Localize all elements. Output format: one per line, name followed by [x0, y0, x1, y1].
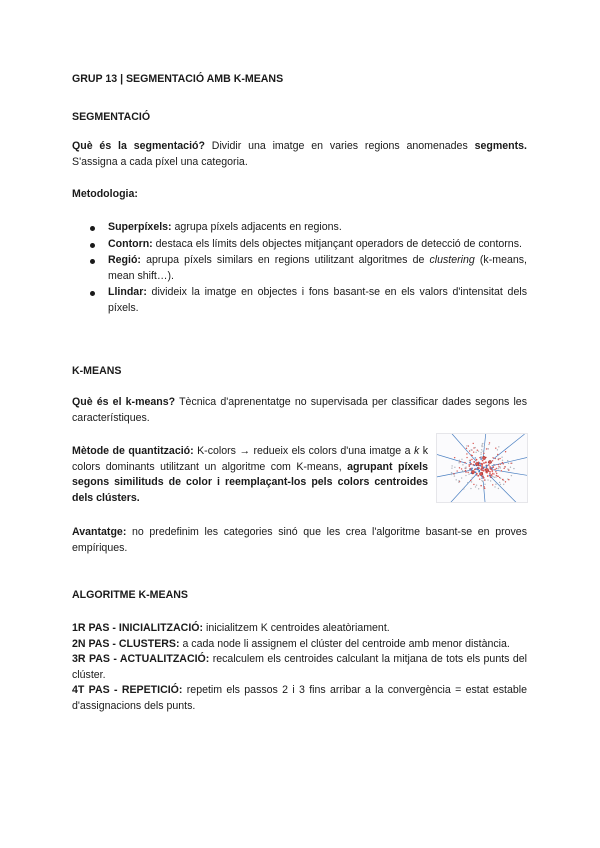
- data-point: [483, 466, 485, 468]
- segmentacio-heading: SEGMENTACIÓ: [72, 111, 151, 123]
- data-point: [477, 475, 479, 477]
- data-point: [466, 445, 467, 446]
- data-point: [486, 465, 488, 467]
- data-point: [454, 457, 455, 458]
- data-point: [453, 473, 454, 474]
- data-point: [471, 481, 472, 482]
- data-point: [501, 470, 502, 471]
- data-point: [481, 466, 483, 468]
- data-point: [498, 488, 499, 489]
- data-point: [482, 460, 484, 462]
- data-point: [479, 457, 480, 458]
- data-point: [461, 459, 462, 460]
- data-point: [503, 484, 504, 485]
- data-point: [476, 473, 478, 475]
- voronoi-line: [437, 470, 469, 479]
- data-point: [489, 473, 491, 475]
- data-point: [488, 444, 489, 445]
- data-point: [458, 480, 459, 481]
- data-point: [478, 488, 479, 489]
- data-point: [468, 474, 469, 475]
- kmeans-cluster-image: [437, 434, 527, 502]
- data-point: [505, 466, 506, 467]
- data-point: [493, 464, 494, 465]
- data-point: [456, 470, 457, 471]
- data-point: [464, 462, 465, 463]
- centroid: [475, 462, 478, 465]
- data-point: [495, 458, 496, 459]
- data-point: [497, 449, 498, 450]
- centroid: [479, 472, 482, 475]
- data-point: [451, 472, 452, 473]
- data-point: [495, 476, 496, 477]
- data-point: [454, 467, 455, 468]
- data-point: [473, 443, 474, 444]
- data-point: [466, 453, 467, 454]
- data-point: [468, 445, 469, 446]
- data-point: [475, 471, 477, 473]
- data-point: [507, 460, 508, 461]
- data-point: [480, 485, 481, 486]
- data-point: [483, 470, 485, 472]
- metodologia-heading: Metodologia:: [72, 188, 138, 200]
- data-point: [468, 464, 469, 465]
- data-point: [481, 449, 482, 450]
- data-point: [503, 480, 504, 481]
- data-point: [497, 475, 498, 476]
- data-point: [483, 453, 484, 454]
- data-point: [467, 472, 468, 473]
- data-point: [476, 484, 477, 485]
- data-point: [470, 463, 472, 465]
- data-point: [489, 475, 491, 477]
- data-point: [495, 447, 496, 448]
- data-point: [505, 481, 506, 482]
- voronoi-line: [483, 434, 487, 458]
- data-point: [492, 457, 493, 458]
- data-point: [480, 453, 481, 454]
- data-point: [498, 458, 499, 459]
- data-point: [471, 455, 472, 456]
- data-point: [478, 471, 480, 473]
- step-item: 3R PAS - ACTUALITZACIÓ: recalculem els centroides calculant la mitjana de tots els punts del clúster.: [72, 653, 527, 681]
- voronoi-line: [437, 451, 467, 463]
- data-point: [467, 482, 468, 483]
- data-point: [488, 464, 490, 466]
- data-point: [477, 467, 479, 469]
- data-point: [480, 452, 481, 453]
- data-point: [502, 460, 503, 461]
- data-point: [481, 478, 482, 479]
- data-point: [490, 468, 492, 470]
- data-point: [484, 446, 485, 447]
- bullet-icon: [90, 291, 95, 296]
- data-point: [491, 470, 493, 472]
- data-point: [479, 478, 480, 479]
- data-point: [508, 463, 509, 464]
- data-point: [499, 458, 500, 459]
- data-point: [460, 461, 461, 462]
- data-point: [508, 479, 509, 480]
- centroid: [488, 460, 491, 463]
- step-item: 2N PAS - CLUSTERS: a cada node li assignem el clúster del centroide amb menor distància.: [72, 637, 510, 650]
- data-point: [485, 466, 487, 468]
- avantatge-paragraph: Avantatge: no predefinim les categories sinó que les crea l'algoritme basant-se en proves empíriques.: [72, 526, 527, 554]
- data-point: [479, 462, 481, 464]
- data-point: [511, 475, 512, 476]
- data-point: [474, 468, 476, 470]
- data-point: [480, 458, 482, 460]
- algoritme-steps: [72, 621, 527, 714]
- data-point: [465, 471, 466, 472]
- data-point: [470, 488, 471, 489]
- data-point: [492, 460, 493, 461]
- centroid: [482, 456, 485, 459]
- data-point: [500, 484, 501, 485]
- data-point: [486, 448, 487, 449]
- data-point: [475, 486, 476, 487]
- data-point: [494, 477, 495, 478]
- data-point: [490, 480, 491, 481]
- data-point: [458, 481, 459, 482]
- data-point: [495, 471, 496, 472]
- data-point: [497, 468, 498, 469]
- data-point: [451, 467, 452, 468]
- list-item: Llindar: divideix la imatge en objectes i fons basant-se en els valors d'intensitat dels píxels.: [72, 285, 527, 316]
- data-point: [493, 473, 494, 474]
- data-point: [476, 459, 478, 461]
- algoritme-heading: ALGORITME K-MEANS: [72, 589, 188, 601]
- data-point: [465, 467, 466, 468]
- data-point: [510, 463, 511, 464]
- data-point: [451, 474, 452, 475]
- kmeans-definition: Què és el k-means? Tècnica d'aprenentatge no supervisada per classificar dades segons les característiques.: [72, 396, 527, 424]
- data-point: [490, 477, 491, 478]
- data-point: [475, 447, 476, 448]
- data-point: [494, 486, 495, 487]
- data-point: [475, 457, 476, 458]
- bullet-icon: [90, 226, 95, 231]
- document-title: GRUP 13 | SEGMENTACIÓ AMB K-MEANS: [72, 73, 284, 85]
- data-point: [466, 448, 467, 449]
- data-point: [469, 466, 470, 467]
- data-point: [465, 470, 466, 471]
- step-item: 1R PAS - INICIALITZACIÓ: inicialitzem K centroides aleatòriament.: [72, 622, 390, 634]
- voronoi-line: [490, 476, 519, 502]
- data-point: [462, 464, 463, 465]
- data-point: [482, 476, 484, 478]
- data-point: [482, 450, 483, 451]
- data-point: [471, 459, 472, 460]
- data-point: [458, 462, 459, 463]
- data-point: [484, 488, 485, 489]
- data-point: [481, 445, 482, 446]
- data-point: [481, 480, 482, 481]
- data-point: [464, 468, 465, 469]
- list-item: Contorn: destaca els límits dels objectes mitjançant operadors de detecció de contorns.: [72, 237, 527, 253]
- data-point: [487, 475, 489, 477]
- data-point: [477, 450, 478, 451]
- data-point: [489, 442, 490, 443]
- data-point: [508, 469, 509, 470]
- data-point: [451, 465, 452, 466]
- data-point: [483, 487, 484, 488]
- data-point: [481, 463, 483, 465]
- list-item: Regió: aprupa píxels similars en regions utilitzant algoritmes de clustering (k-means, mean shift…).: [72, 253, 527, 284]
- data-point: [465, 475, 466, 476]
- data-point: [492, 484, 493, 485]
- data-point: [498, 464, 499, 465]
- data-point: [473, 451, 474, 452]
- kmeans-voronoi-figure: [436, 433, 528, 503]
- quantization-paragraph: Mètode de quantització: K-colors → redueix els colors d'una imatge a k k colors dominants utilitzant un algoritme com K-means, agrupant píxels segons similituds de color i reemplaçant-los pels colors centroides dels clústers.: [72, 445, 429, 504]
- kmeans-heading: K-MEANS: [72, 365, 122, 377]
- data-point: [480, 465, 482, 467]
- centroid: [471, 470, 474, 473]
- data-point: [470, 460, 471, 461]
- data-point: [466, 457, 467, 458]
- data-point: [473, 484, 474, 485]
- data-point: [482, 443, 483, 444]
- data-point: [503, 463, 504, 464]
- data-point: [484, 479, 485, 480]
- data-point: [498, 446, 499, 447]
- voronoi-line: [448, 434, 477, 461]
- data-point: [469, 468, 471, 470]
- data-point: [478, 451, 479, 452]
- data-point: [513, 468, 514, 469]
- data-point: [469, 450, 470, 451]
- data-point: [503, 468, 504, 469]
- data-point: [459, 467, 460, 468]
- data-point: [487, 448, 488, 449]
- data-point: [496, 468, 497, 469]
- bullet-icon: [90, 243, 95, 248]
- data-point: [470, 480, 471, 481]
- voronoi-line: [493, 434, 524, 459]
- data-point: [473, 461, 475, 463]
- data-point: [510, 467, 511, 468]
- data-point: [462, 470, 463, 471]
- data-point: [471, 449, 472, 450]
- data-point: [473, 464, 475, 466]
- data-point: [496, 473, 497, 474]
- data-point: [497, 454, 498, 455]
- data-point: [492, 476, 493, 477]
- data-point: [500, 478, 501, 479]
- bullet-icon: [90, 259, 95, 264]
- data-point: [487, 479, 488, 480]
- data-point: [461, 468, 462, 469]
- data-point: [459, 460, 460, 461]
- metodologia-list: [72, 220, 527, 317]
- data-point: [489, 466, 491, 468]
- data-point: [492, 473, 493, 474]
- list-item: Superpíxels: agrupa píxels adjacents en regions.: [72, 220, 527, 236]
- data-point: [489, 471, 491, 473]
- data-point: [499, 482, 500, 483]
- data-point: [501, 457, 502, 458]
- data-point: [505, 451, 506, 452]
- data-point: [483, 462, 485, 464]
- data-point: [491, 474, 492, 475]
- data-point: [475, 452, 476, 453]
- data-point: [456, 479, 457, 480]
- data-point: [484, 484, 485, 485]
- segmentacio-definition: Què és la segmentació? Dividir una imatge en varies regions anomenades segments. S'assigna a cada píxel una categoria.: [72, 140, 527, 168]
- data-point: [485, 461, 487, 463]
- data-point: [481, 470, 483, 472]
- data-point: [454, 475, 455, 476]
- data-point: [494, 469, 495, 470]
- data-point: [499, 466, 500, 467]
- data-point: [495, 484, 496, 485]
- data-point: [461, 477, 462, 478]
- centroid: [485, 468, 488, 471]
- data-point: [502, 462, 503, 463]
- step-item: 4T PAS - REPETICIÓ: repetim els passos 2 i 3 fins arribar a la convergència = estat estable d'assignacions dels punts.: [72, 684, 528, 712]
- data-point: [463, 488, 464, 489]
- data-point: [472, 477, 473, 478]
- data-point: [500, 463, 501, 464]
